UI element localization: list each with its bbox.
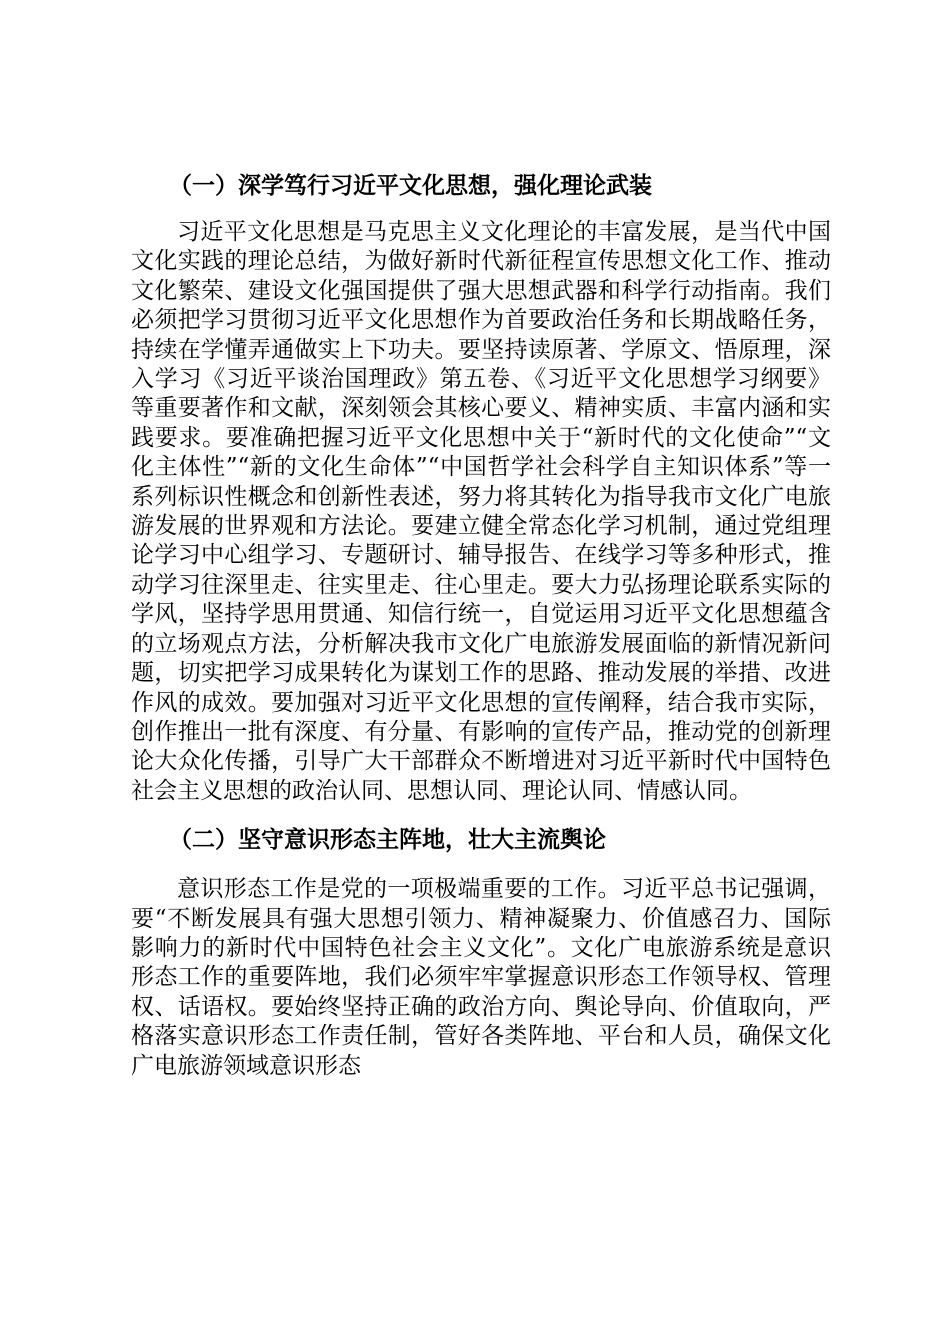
section-paragraph-1: 习近平文化思想是马克思主义文化理论的丰富发展，是当代中国文化实践的理论总结，为做好新时代新征程宣传思想文化工作、推动文化繁荣、建设文化强国提供了强大思想武器和科学行动指南。我们必须把学习贯彻习近平文化思想作为首要政治任务和长期战略任务，持续在学懂弄通做实上下功夫。要坚持读原著、学原文、悟原理，深入学习《习近平谈治国理政》第五卷、《习近平文化思想学习纲要》等重要著作和文献，深刻领会其核心要义、精神实质、丰富内涵和实践要求。要准确把握习近平文化思想中关于“新时代的文化使命”“文化主体性”“新的文化生命体”“中国哲学社会科学自主知识体系”等一系列标识性概念和创新性表述，努力将其转化为指导我市文化广电旅游发展的世界观和方法论。要建立健全常态化学习机制，通过党组理论学习中心组学习、专题研讨、辅导报告、在线学习等多种形式，推动学习往深里走、往实里走、往心里走。要大力弘扬理论联系实际的学风，坚持学思用贯通、知信行统一，自觉运用习近平文化思想蕴含的立场观点方法，分析解决我市文化广电旅游发展面临的新情况新问题，切实把学习成果转化为谋划工作的思路、推动发展的举措、改进作风的成效。要加强对习近平文化思想的宣传阐释，结合我市实际，创作推出一批有深度、有分量、有影响的宣传产品，推动党的创新理论大众化传播，引导广大干部群众不断增进对习近平新时代中国特色社会主义思想的政治认同、思想认同、理论认同、情感认同。 xyxy=(131,219,831,804)
section-heading-2: （二）坚守意识形态主阵地，壮大主流舆论 xyxy=(169,827,606,854)
section-paragraph-2: 意识形态工作是党的一项极端重要的工作。习近平总书记强调，要“不断发展具有强大思想引领力、精神凝聚力、价值感召力、国际影响力的新时代中国特色社会主义文化”。文化广电旅游系统是意识形态工作的重要阵地，我们必须牢牢掌握意识形态工作领导权、管理权、话语权。要始终坚持正确的政治方向、舆论导向、价值取向，严格落实意识形态工作责任制，管好各类阵地、平台和人员，确保文化广电旅游领域意识形态 xyxy=(131,876,831,1079)
document-body xyxy=(131,166,831,1081)
section-heading-1: （一）深学笃行习近平文化思想，强化理论武装 xyxy=(169,173,652,199)
